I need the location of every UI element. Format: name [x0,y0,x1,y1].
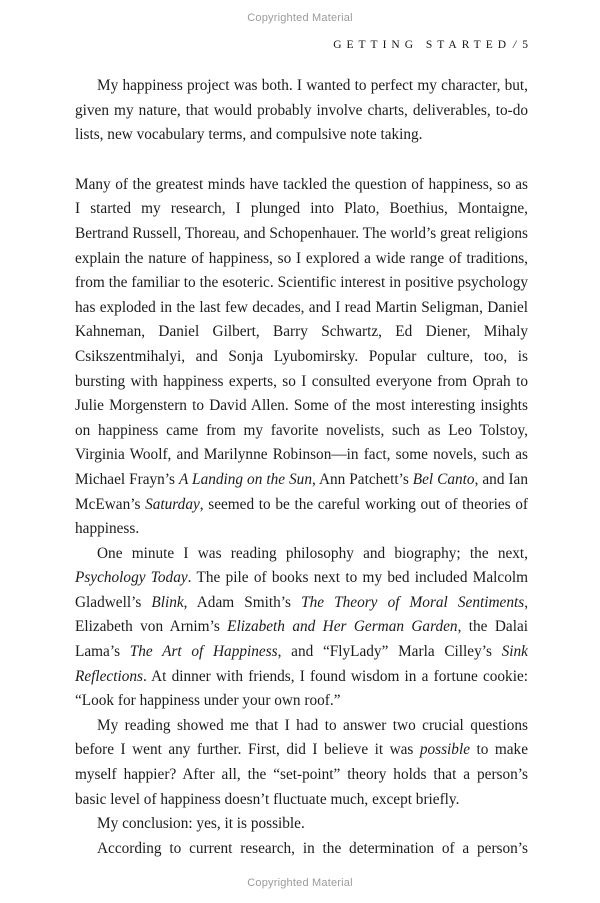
text-segment: My reading showed me that I had to answer two crucial questions before I went any further. First, did I believe it was [75,716,528,759]
copyright-notice-bottom: Copyrighted Material [247,877,353,889]
paragraph [75,74,528,148]
text-segment: , Adam Smith’s [183,593,302,611]
text-segment: My happiness project was both. I wanted to perfect my character, but, given my nature, that would probably involve charts, deliverables, to-do lists, new vocabulary terms, and compulsive note taking. [75,77,528,144]
italic-text-segment: Sink Reflections [75,643,528,685]
text-segment: My conclusion: yes, it is possible. [97,815,305,833]
text-segment: Many of the greatest minds have tackled the question of happiness, so as I started my research, I plunged into Plato, Boethius, Montaigne, Bertrand Russell, Thoreau, and Schopenhauer. The world’s great religions explain the nature of happiness, so I explored a wide range of traditions, from the familiar to the esoteric. Scientific interest in positive psychology has exploded in the last few decades, and I read Martin Seligman, Daniel Kahneman, Daniel Gilbert, Barry Schwartz, Ed Diener, Mihaly Csikszentmihalyi, and Sonja Lyubomirsky. Popular culture, too, is bursting with happiness experts, so I consulted everyone from Oprah to Julie Morgenstern to David Allen. Some of the most interesting insights on happiness came from my favorite novelists, such as Leo Tolstoy, Virginia Woolf, and Marilynne Robinson—in fact, some novels, such as Michael Frayn’s [75,175,528,488]
text-segment: , seemed to be the careful working out of theories of happiness. [75,495,528,538]
paragraph [75,173,528,542]
paragraph [75,837,528,862]
text-segment: , Ann Patchett’s [311,470,413,488]
text-segment: , the Dalai Lama’s [75,618,528,661]
text-segment: to make myself happier? After all, the “set-point” theory holds that a person’s basic level of happiness doesn’t fluctuate much, except briefly. [75,741,528,808]
italic-text-segment: Elizabeth and Her German Garden [227,618,458,636]
italic-text-segment: A Landing on the Sun [179,470,312,488]
text-segment: . At dinner with friends, I found wisdom in a fortune cookie: “Look for happiness under your own roof.” [75,667,528,710]
page-number: 5 [522,39,528,51]
chapter-title: GETTING STARTED [333,39,512,51]
header-separator: / [513,39,517,51]
text-segment: , and Ian McEwan’s [75,470,528,513]
italic-text-segment: Psychology Today [75,569,188,587]
text-segment: According to current research, in the determination of a person’s [97,839,528,857]
paragraph [75,542,528,714]
running-header [333,39,528,51]
text-segment: . The pile of books next to my bed included Malcolm Gladwell’s [75,569,528,611]
paragraph [75,714,528,812]
italic-text-segment: Saturday [145,495,200,513]
text-segment: , Elizabeth von Arnim’s [75,593,529,636]
italic-text-segment: The Theory of Moral Sentiments [301,593,525,611]
italic-text-segment: Bel Canto [412,470,475,488]
text-segment: , and “FlyLady” Marla Cilley’s [277,643,502,661]
text-segment: One minute I was reading philosophy and biography; the next, [97,544,528,562]
italic-text-segment: The Art of Happiness [129,643,278,661]
page-body [75,74,528,861]
italic-text-segment: Blink [151,593,184,611]
copyright-notice-top: Copyrighted Material [247,12,353,24]
italic-text-segment: possible [419,741,470,759]
paragraph [75,812,528,837]
